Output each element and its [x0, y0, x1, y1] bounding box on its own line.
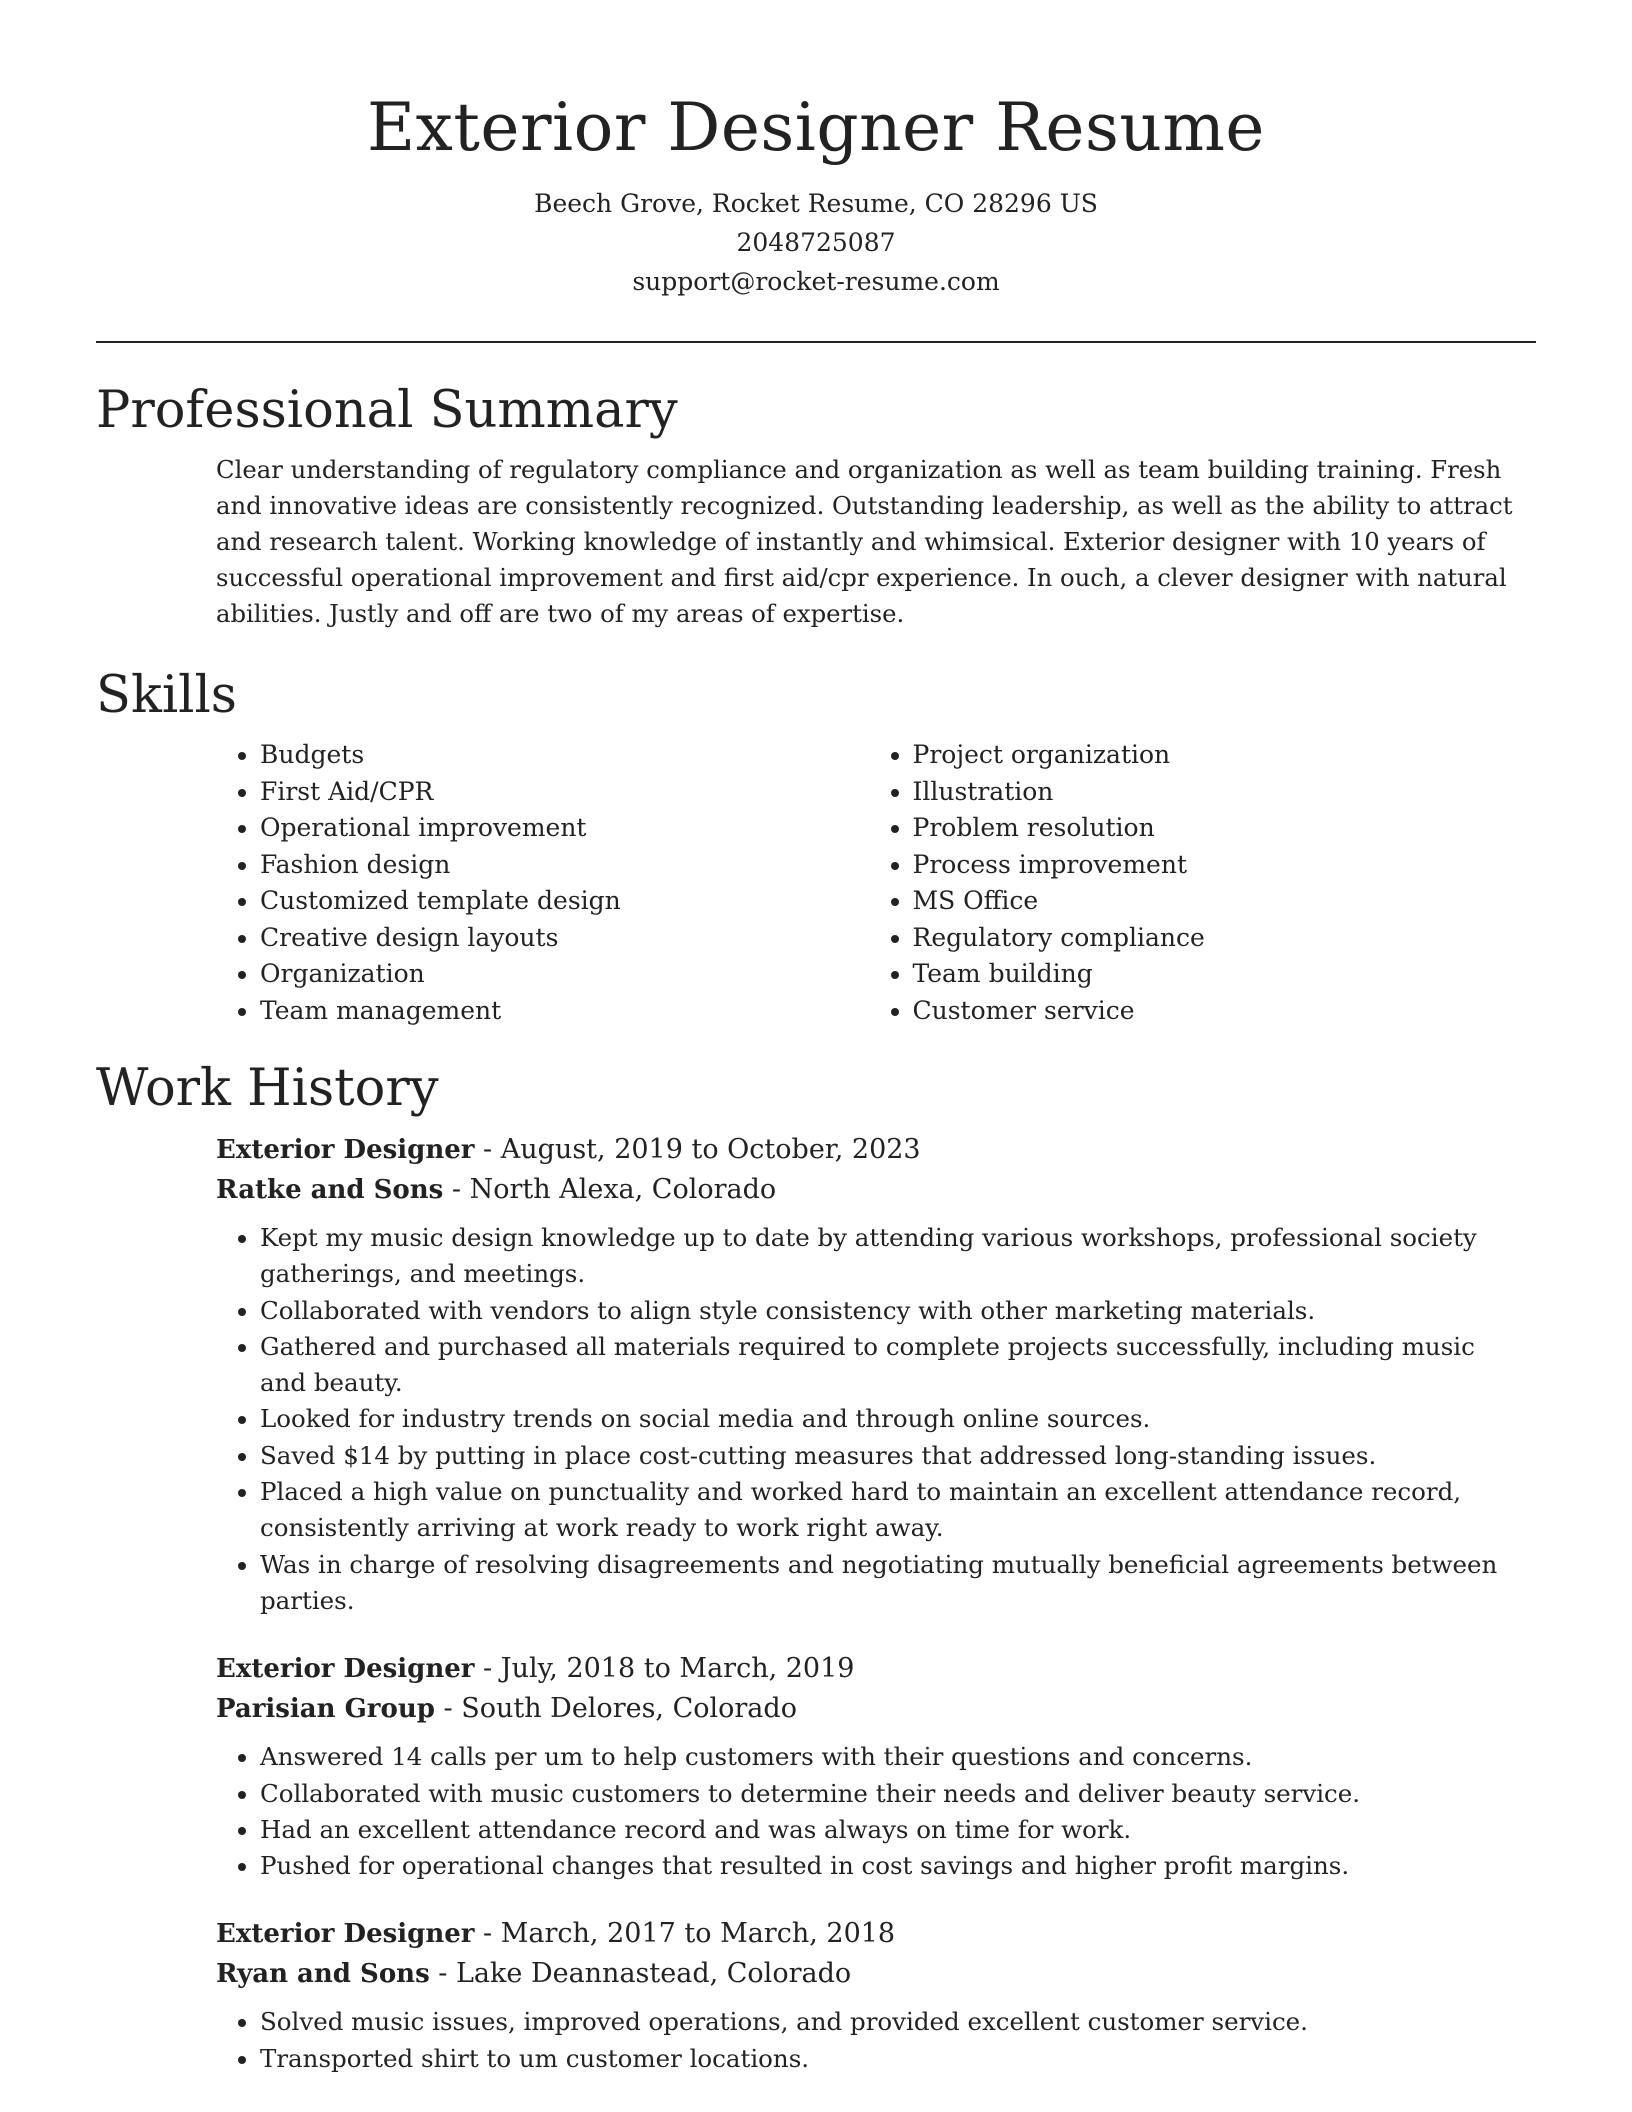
skill-item: • Process improvement: [913, 847, 1522, 884]
job-company: Ratke and Sons: [216, 1175, 444, 1205]
job-title-line: [216, 1130, 1521, 1170]
skill-item: • Operational improvement: [260, 810, 869, 847]
job-entry: [216, 1130, 1521, 1619]
summary-heading: Professional Summary: [96, 381, 678, 440]
job-bullet: • Kept my music design knowledge up to date by attending various workshops, professional society gatherings, and meetings.: [260, 1220, 1521, 1293]
job-dates: - August, 2019 to October, 2023: [474, 1134, 921, 1165]
skills-list-left: [216, 737, 869, 1029]
job-dates: - March, 2017 to March, 2018: [474, 1918, 896, 1950]
job-location: - Lake Deannastead, Colorado: [429, 1958, 852, 1990]
work-section: [96, 1056, 1536, 2077]
skill-item: • Team building: [913, 956, 1522, 993]
job-bullet: • Looked for industry trends on social media and through online sources.: [260, 1401, 1521, 1437]
job-role: Exterior Designer: [216, 1919, 475, 1950]
job-title-line: [216, 1914, 1521, 1954]
job-company-line: [216, 1954, 1521, 1994]
job-bullet: • Answered 14 calls per um to help customers with their questions and concerns.: [260, 1739, 1521, 1775]
skill-item: • Illustration: [913, 774, 1522, 811]
job-title-line: [216, 1649, 1521, 1689]
job-entry: [216, 1649, 1521, 1884]
job-company-line: [216, 1170, 1521, 1210]
job-company: Ryan and Sons: [216, 1959, 430, 1990]
job-bullet: • Saved $14 by putting in place cost-cutting measures that addressed long-standing issues.: [260, 1438, 1521, 1474]
job-bullets: [216, 1220, 1521, 1619]
job-bullet: • Collaborated with music customers to determine their needs and deliver beauty service.: [260, 1776, 1521, 1812]
skill-item: • Customized template design: [260, 883, 869, 920]
job-bullet: • Was in charge of resolving disagreements and negotiating mutually beneficial agreements between parties.: [260, 1547, 1521, 1620]
resume-title: Exterior Designer Resume: [367, 89, 1265, 166]
job-bullet: • Pushed for operational changes that resulted in cost savings and higher profit margins.: [260, 1848, 1521, 1884]
summary-body: [216, 452, 1521, 632]
job-role: Exterior Designer: [216, 1654, 475, 1685]
job-bullet: • Collaborated with vendors to align style consistency with other marketing materials.: [260, 1293, 1521, 1329]
skill-item: • Creative design layouts: [260, 920, 869, 957]
summary-section: [96, 378, 1536, 632]
resume-header: [0, 0, 1632, 301]
skills-grid: [216, 737, 1521, 1029]
job-bullets: [216, 1739, 1521, 1884]
skill-item: • Organization: [260, 956, 869, 993]
job-bullet: • Had an excellent attendance record and was always on time for work.: [260, 1812, 1521, 1848]
skill-item: • Customer service: [913, 993, 1522, 1030]
header-divider: [96, 341, 1536, 343]
work-heading: Work History: [96, 1059, 439, 1118]
skills-heading: Skills: [96, 666, 237, 725]
skills-body: [216, 737, 1521, 1029]
job-bullet: • Transported shirt to um customer locations.: [260, 2041, 1521, 2077]
job-bullet: • Gathered and purchased all materials required to complete projects successfully, including music and beauty.: [260, 1329, 1521, 1402]
skill-item: • Project organization: [913, 737, 1522, 774]
summary-text: Clear understanding of regulatory compliance and organization as well as team building training. Fresh and innovative ideas are consistently recognized. Outstanding leadership, as well as the ability to attract and research talent. Working knowledge of instantly and whimsical. Exterior designer with 10 years of successful operational improvement and first aid/cpr experience. In ouch, a clever designer with natural abilities. Justly and off are two of my areas of expertise.: [216, 455, 1513, 628]
skill-item: • Fashion design: [260, 847, 869, 884]
skill-item: • Team management: [260, 993, 869, 1030]
contact-block: [0, 184, 1632, 301]
contact-address: Beech Grove, Rocket Resume, CO 28296 US: [534, 189, 1098, 218]
job-bullet: • Solved music issues, improved operations, and provided excellent customer service.: [260, 2004, 1521, 2040]
job-role: Exterior Designer: [216, 1135, 475, 1165]
job-bullet: • Placed a high value on punctuality and worked hard to maintain an excellent attendance record, consistently arriving at work ready to work right away.: [260, 1474, 1521, 1547]
job-bullets: [216, 2004, 1521, 2077]
skill-item: • First Aid/CPR: [260, 774, 869, 811]
skills-section: [96, 663, 1536, 1029]
job-dates: - July, 2018 to March, 2019: [474, 1653, 855, 1685]
job-location: - South Delores, Colorado: [434, 1693, 797, 1725]
skills-list-right: [869, 737, 1522, 1029]
skill-item: • Regulatory compliance: [913, 920, 1522, 957]
skill-item: • Budgets: [260, 737, 869, 774]
job-company-line: [216, 1689, 1521, 1729]
skill-item: • MS Office: [913, 883, 1522, 920]
skill-item: • Problem resolution: [913, 810, 1522, 847]
job-location: - North Alexa, Colorado: [443, 1174, 777, 1205]
job-company: Parisian Group: [216, 1694, 435, 1725]
contact-phone: 2048725087: [736, 228, 896, 257]
contact-email: support@rocket-resume.com: [632, 267, 1000, 296]
job-entry: [216, 1914, 1521, 2077]
work-body: [216, 1130, 1521, 2077]
